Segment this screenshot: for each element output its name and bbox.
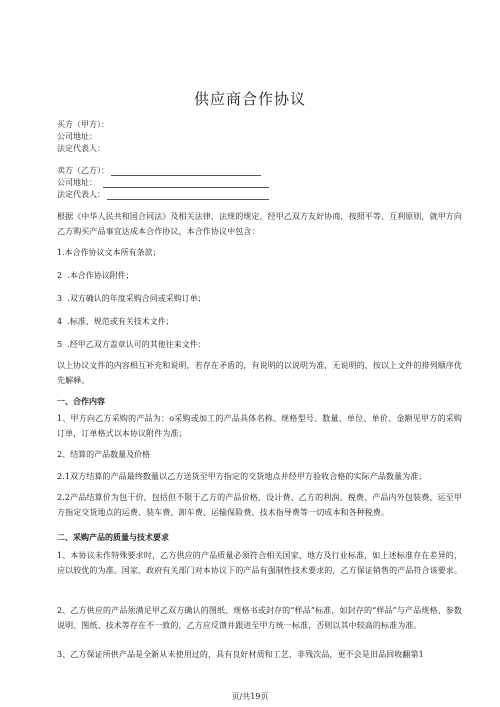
seller-address-line [57, 178, 457, 188]
list-item: 1.本合作协议文本所有条款； [57, 248, 161, 257]
section-one-paragraph-2-2: 2.2产品结算价为包干价，包括但不限于乙方的产品价格、设计费、乙方的利润、税费、产品内外包装费、运至甲方指定交货地点的运费、装车费、卸车费、运输保险费、技术指导费等一切成本和各种税费。 [57, 493, 462, 517]
seller-address-blank [103, 186, 269, 188]
section-two-paragraph-3: 3、乙方保证所供产品是全新从未使用过的，具有良好材质和工艺，非残次品，更不会是旧品回收翻第1 [57, 650, 424, 659]
seller-line [57, 166, 457, 176]
list-item: 2 .本合作协议附件； [57, 271, 134, 280]
seller-label: 卖方（乙方）： [57, 166, 109, 175]
list-item: 3 .双方确认的年度采购合同或采购订单； [57, 294, 206, 303]
section-one-heading: 一、合作内容 [57, 397, 105, 406]
section-one-paragraph-2: 2、结算的产品数量及价格 [57, 450, 151, 459]
section-two-heading: 二、采购产品的质量与技术要求 [57, 533, 169, 542]
list-item: 5 .经甲乙双方盖章认可的其他往来文件： [57, 340, 206, 349]
list-item: 4 .标准、规范或有关技术文件； [57, 317, 174, 326]
seller-address-label: 公司地址： [57, 178, 97, 187]
section-two-paragraph-1: 1、本协议未作特殊要求时，乙方供应的产品质量必须符合相关国家、地方及行业标准，如上述标准存在差异的，应以较优的为准。国家、政府有关部门对本协议下的产品有强制性技术要求的，乙方保证销售的产品符合该要求。 [57, 551, 462, 575]
priority-paragraph: 以上协议文件的内容相互补充和说明，若存在矛盾的，有说明的以说明为准，无说明的，按以上文件的排列顺序优先解释。 [57, 361, 462, 385]
intro-paragraph: 根据《中华人民共和国合同法》及相关法律、法规的规定，经甲乙双方友好协商，按照平等、互利原则，就甲方向乙方购买产品事宜达成本合作协议，本合作协议中包含： [57, 212, 462, 236]
document-title: 供应商合作协议 [193, 90, 306, 108]
page-footer: 页/共19页 [231, 692, 269, 701]
seller-name-blank [111, 174, 261, 176]
buyer-address-label: 公司地址： [57, 132, 97, 141]
buyer-label: 买方（甲方）： [57, 120, 109, 129]
section-two-paragraph-2: 2、乙方供应的产品须满足甲乙双方确认的图纸、规格书或封存的“样品”标准，如封存的“样品”与产品规格、参数说明、图纸、技术等存在不一致的，乙方应反馈并跟进至甲方统一标准，否则以其中较高的标准为准。 [57, 606, 462, 630]
section-one-paragraph-1: 1、甲方向乙方采购的产品为：o采购或加工的产品具体名称、规格型号、数量、单位、单价、金额见甲方的采购订单，订单格式以本协议附件为准； [57, 414, 462, 438]
seller-rep-line [57, 190, 457, 200]
seller-rep-label: 法定代表人： [57, 190, 105, 199]
seller-rep-blank [107, 198, 269, 200]
section-one-paragraph-2-1: 2.1双方结算的产品最终数量以乙方送货至甲方指定的交货地点并经甲方验收合格的实际产品数量为准； [57, 472, 427, 481]
buyer-rep-label: 法定代表人： [57, 144, 105, 153]
